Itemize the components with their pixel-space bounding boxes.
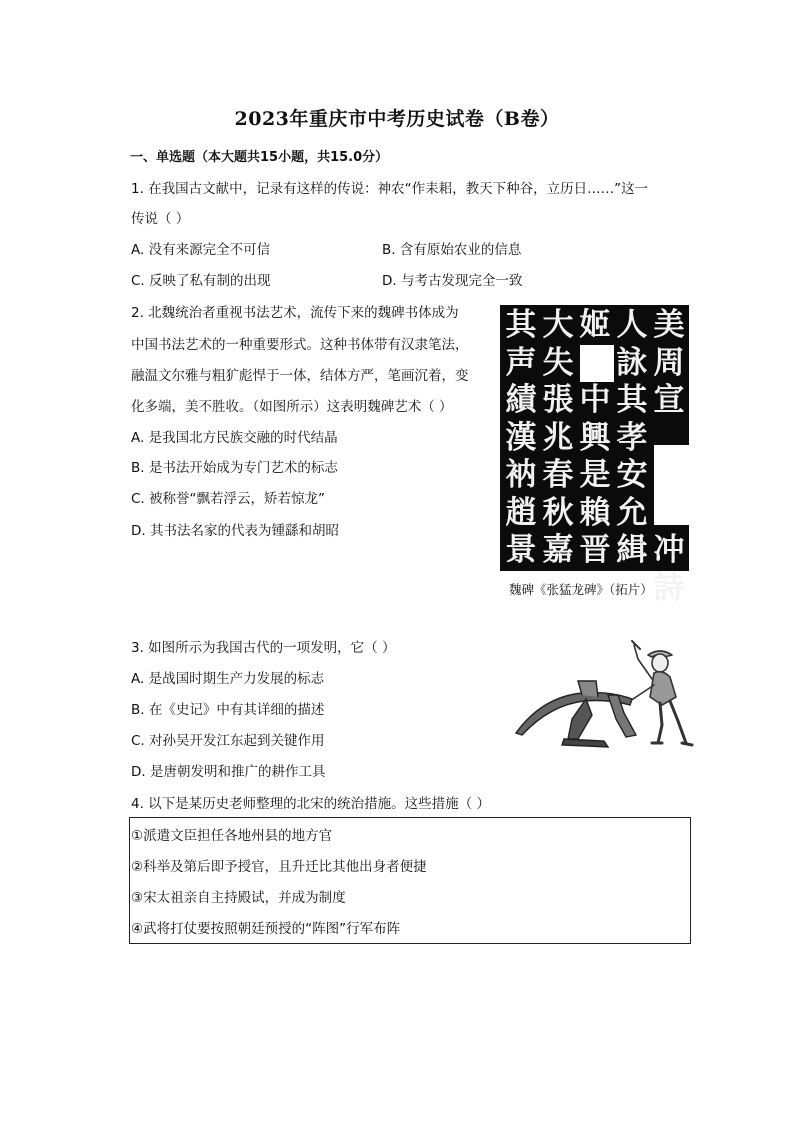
damaged-patch (580, 345, 614, 382)
rubbing-column-5: 美 周 宣 冲 詩 (653, 307, 685, 606)
q2-option-a: A. 是我国北方民族交融的时代结晶 (131, 430, 338, 446)
q2-option-b: B. 是书法开始成为专门艺术的标志 (131, 460, 338, 476)
q3-option-a: A. 是战国时期生产力发展的标志 (131, 671, 325, 687)
q3-option-c: C. 对孙吴开发江东起到关键作用 (131, 733, 325, 749)
rubbing-column-1: 其 声 績 漢 衲 趙 景 (505, 307, 537, 568)
q1-option-a: A. 没有来源完全不可信 (131, 242, 271, 258)
rubbing-column-4: 人 詠 其 孝 安 允 緝 (616, 307, 648, 568)
q4-item-2: ②科举及第后即予授官，且升迁比其他出身者便捷 (131, 859, 427, 875)
q3-option-d: D. 是唐朝发明和推广的耕作工具 (131, 764, 326, 780)
q2-stem-line1: 2. 北魏统治者重视书法艺术，流传下来的魏碑书体成为 (131, 305, 459, 321)
rubbing-column-3: 姬 中 興 是 賴 晋 (579, 307, 611, 568)
q4-item-4: ④武将打仗要按照朝廷预授的“阵图”行军布阵 (131, 921, 401, 937)
q1-option-c: C. 反映了私有制的出现 (131, 273, 271, 289)
q4-item-3: ③宋太祖亲自主持殿试，并成为制度 (131, 890, 346, 906)
q2-stem-line2: 中国书法艺术的一种重要形式。这种书体带有汉隶笔法， (131, 337, 469, 353)
q4-stem: 4. 以下是某历史老师整理的北宋的统治措施。这些措施（ ） (131, 796, 490, 812)
q1-option-d: D. 与考古发现完全一致 (382, 273, 523, 289)
page-title: 2023年重庆市中考历史试卷（B卷） (234, 108, 560, 130)
plow-farmer-illustration (512, 635, 692, 750)
q3-option-b: B. 在《史记》中有其详细的描述 (131, 702, 325, 718)
q2-option-d: D. 其书法名家的代表为锺繇和胡昭 (131, 523, 339, 539)
q1-option-b: B. 含有原始农业的信息 (382, 242, 522, 258)
q1-stem-line1: 1. 在我国古文献中，记录有这样的传说：神农“作耒耜，教天下种谷，立历日……”这一 (131, 181, 649, 197)
q2-stem-line3: 融温文尔雅与粗犷彪悍于一体，结体方严，笔画沉着，变 (131, 368, 469, 384)
damaged-patch (654, 445, 689, 525)
rubbing-column-2: 大 失 張 兆 春 秋 嘉 (542, 307, 574, 568)
q4-item-1: ①派遣文臣担任各地州县的地方官 (131, 828, 333, 844)
section-heading: 一、单选题（本大题共15小题，共15.0分） (130, 150, 389, 165)
q2-option-c: C. 被称誉“飘若浮云，矫若惊龙” (131, 491, 325, 507)
q3-stem: 3. 如图所示为我国古代的一项发明，它（ ） (131, 640, 396, 656)
image-caption: 魏碑《张猛龙碑》（拓片） (509, 582, 653, 597)
q1-stem-line2: 传说（ ） (131, 211, 190, 227)
q2-stem-line4: 化多端，美不胜收。（如图所示）这表明魏碑艺术（ ） (131, 399, 453, 415)
